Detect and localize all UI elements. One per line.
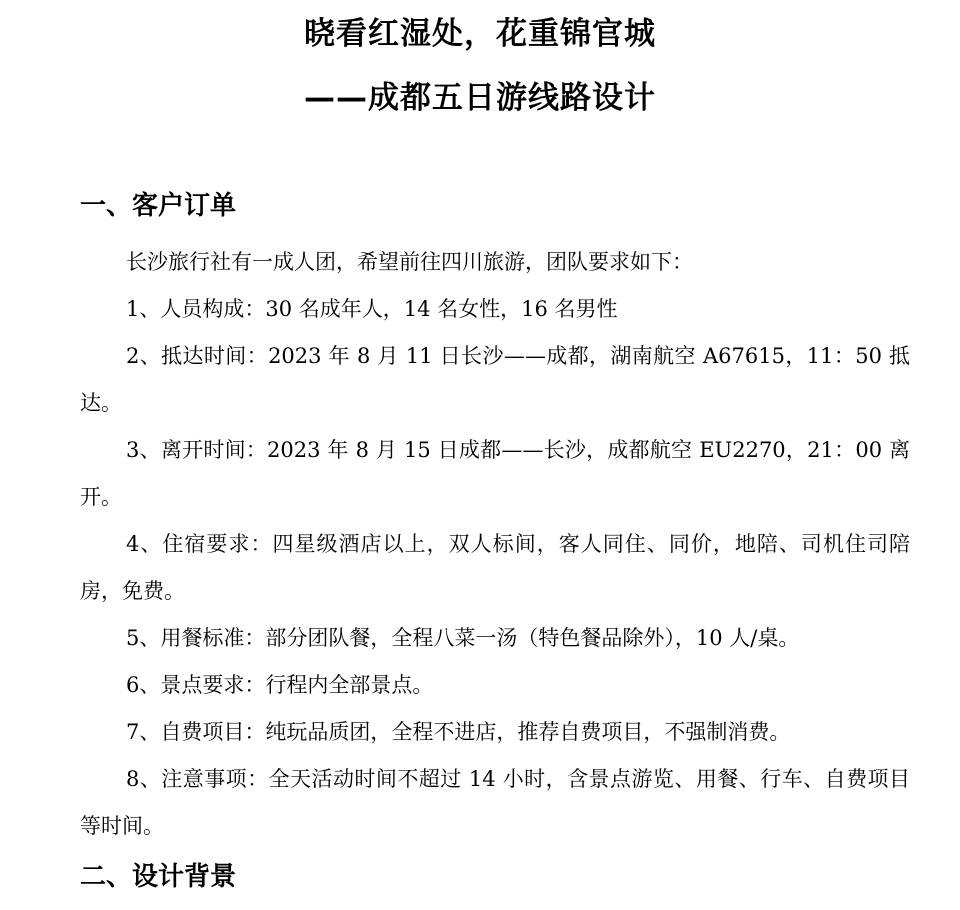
- document-subtitle: ——成都五日游线路设计: [304, 80, 656, 116]
- requirement-item-departure: 3、离开时间：2023 年 8 月 15 日成都——长沙，成都航空 EU2270，21：00 离开。: [80, 438, 910, 509]
- requirement-item-notes: 8、注意事项：全天活动时间不超过 14 小时，含景点游览、用餐、行车、自费项目等时间。: [80, 767, 910, 838]
- requirement-item-meals: 5、用餐标准：部分团队餐，全程八菜一汤（特色餐品除外），10 人/桌。: [126, 626, 800, 650]
- section-heading-design-background: 二、设计背景: [80, 862, 237, 892]
- requirement-item-optional: 7、自费项目：纯玩品质团，全程不进店，推荐自费项目，不强制消费。: [126, 720, 791, 744]
- intro-paragraph: 长沙旅行社有一成人团，希望前往四川旅游，团队要求如下：: [126, 250, 693, 274]
- requirement-item-attractions: 6、景点要求：行程内全部景点。: [126, 673, 434, 697]
- requirement-item-staff: 1、人员构成：30 名成年人，14 名女性，16 名男性: [126, 297, 618, 321]
- document-title: 晓看红湿处，花重锦官城: [304, 16, 656, 52]
- requirement-item-arrival: 2、抵达时间：2023 年 8 月 11 日长沙——成都，湖南航空 A67615，11：50 抵达。: [80, 344, 910, 415]
- section-body-customer-order: [80, 239, 910, 850]
- section-heading-customer-order: 一、客户订单: [80, 191, 237, 221]
- requirement-item-accommodation: 4、住宿要求：四星级酒店以上，双人标间，客人同住、同价，地陪、司机住司陪房，免费。: [80, 532, 910, 603]
